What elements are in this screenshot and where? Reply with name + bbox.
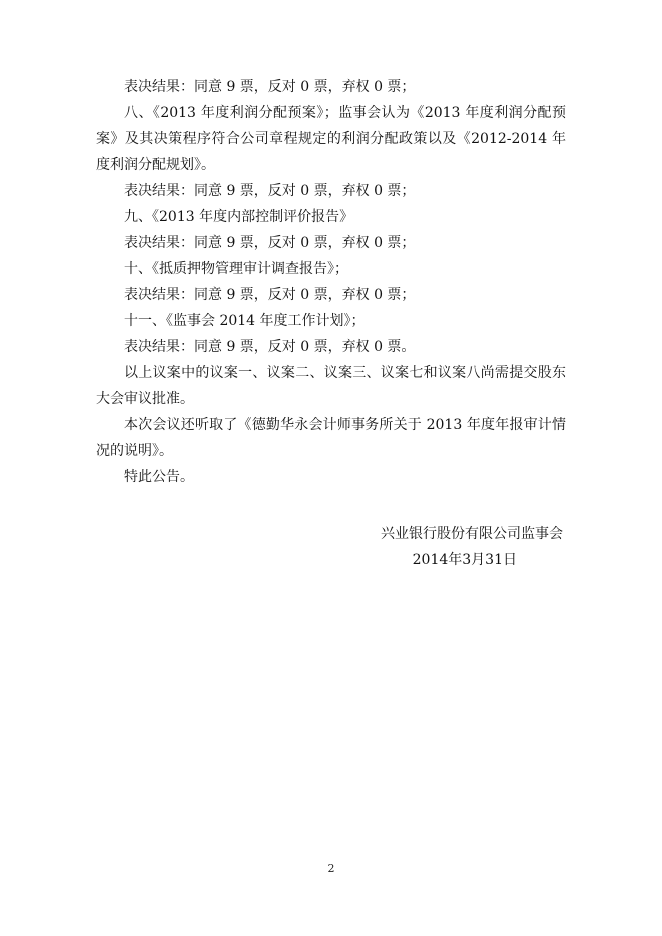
signature-organization: 兴业银行股份有限公司监事会 [381, 526, 563, 542]
vote-result-paragraph: 表决结果：同意 9 票，反对 0 票，弃权 0 票； [124, 287, 416, 303]
proposal-eight-paragraph: 八、《2013 年度利润分配预案》；监事会认为《2013 年度利润分配预案》及其决策程序符合公司章程规定的利润分配政策以及《2012-2014 年度利润分配规划》。 [96, 105, 566, 173]
vote-result-paragraph: 表决结果：同意 9 票，反对 0 票，弃权 0 票； [124, 235, 416, 251]
audit-report-paragraph: 本次会议还听取了《德勤华永会计师事务所关于 2013 年度年报审计情况的说明》。 [96, 417, 566, 459]
signature-block [381, 521, 563, 573]
vote-result-paragraph: 表决结果：同意 9 票，反对 0 票，弃权 0 票； [124, 183, 416, 199]
proposal-eleven-paragraph: 十一、《监事会 2014 年度工作计划》； [124, 313, 365, 329]
vote-result-paragraph: 表决结果：同意 9 票，反对 0 票，弃权 0 票； [124, 79, 416, 95]
vote-result-paragraph: 表决结果：同意 9 票，反对 0 票，弃权 0 票。 [124, 339, 416, 355]
document-body [96, 74, 566, 490]
shareholder-approval-paragraph: 以上议案中的议案一、议案二、议案三、议案七和议案八尚需提交股东大会审议批准。 [96, 365, 566, 407]
signature-date: 2014年3月31日 [412, 552, 517, 568]
page-number: 2 [327, 862, 335, 875]
proposal-ten-paragraph: 十、《抵质押物管理审计调查报告》； [124, 261, 348, 277]
closing-paragraph: 特此公告。 [124, 469, 194, 485]
proposal-nine-paragraph: 九、《2013 年度内部控制评价报告》 [124, 209, 354, 225]
